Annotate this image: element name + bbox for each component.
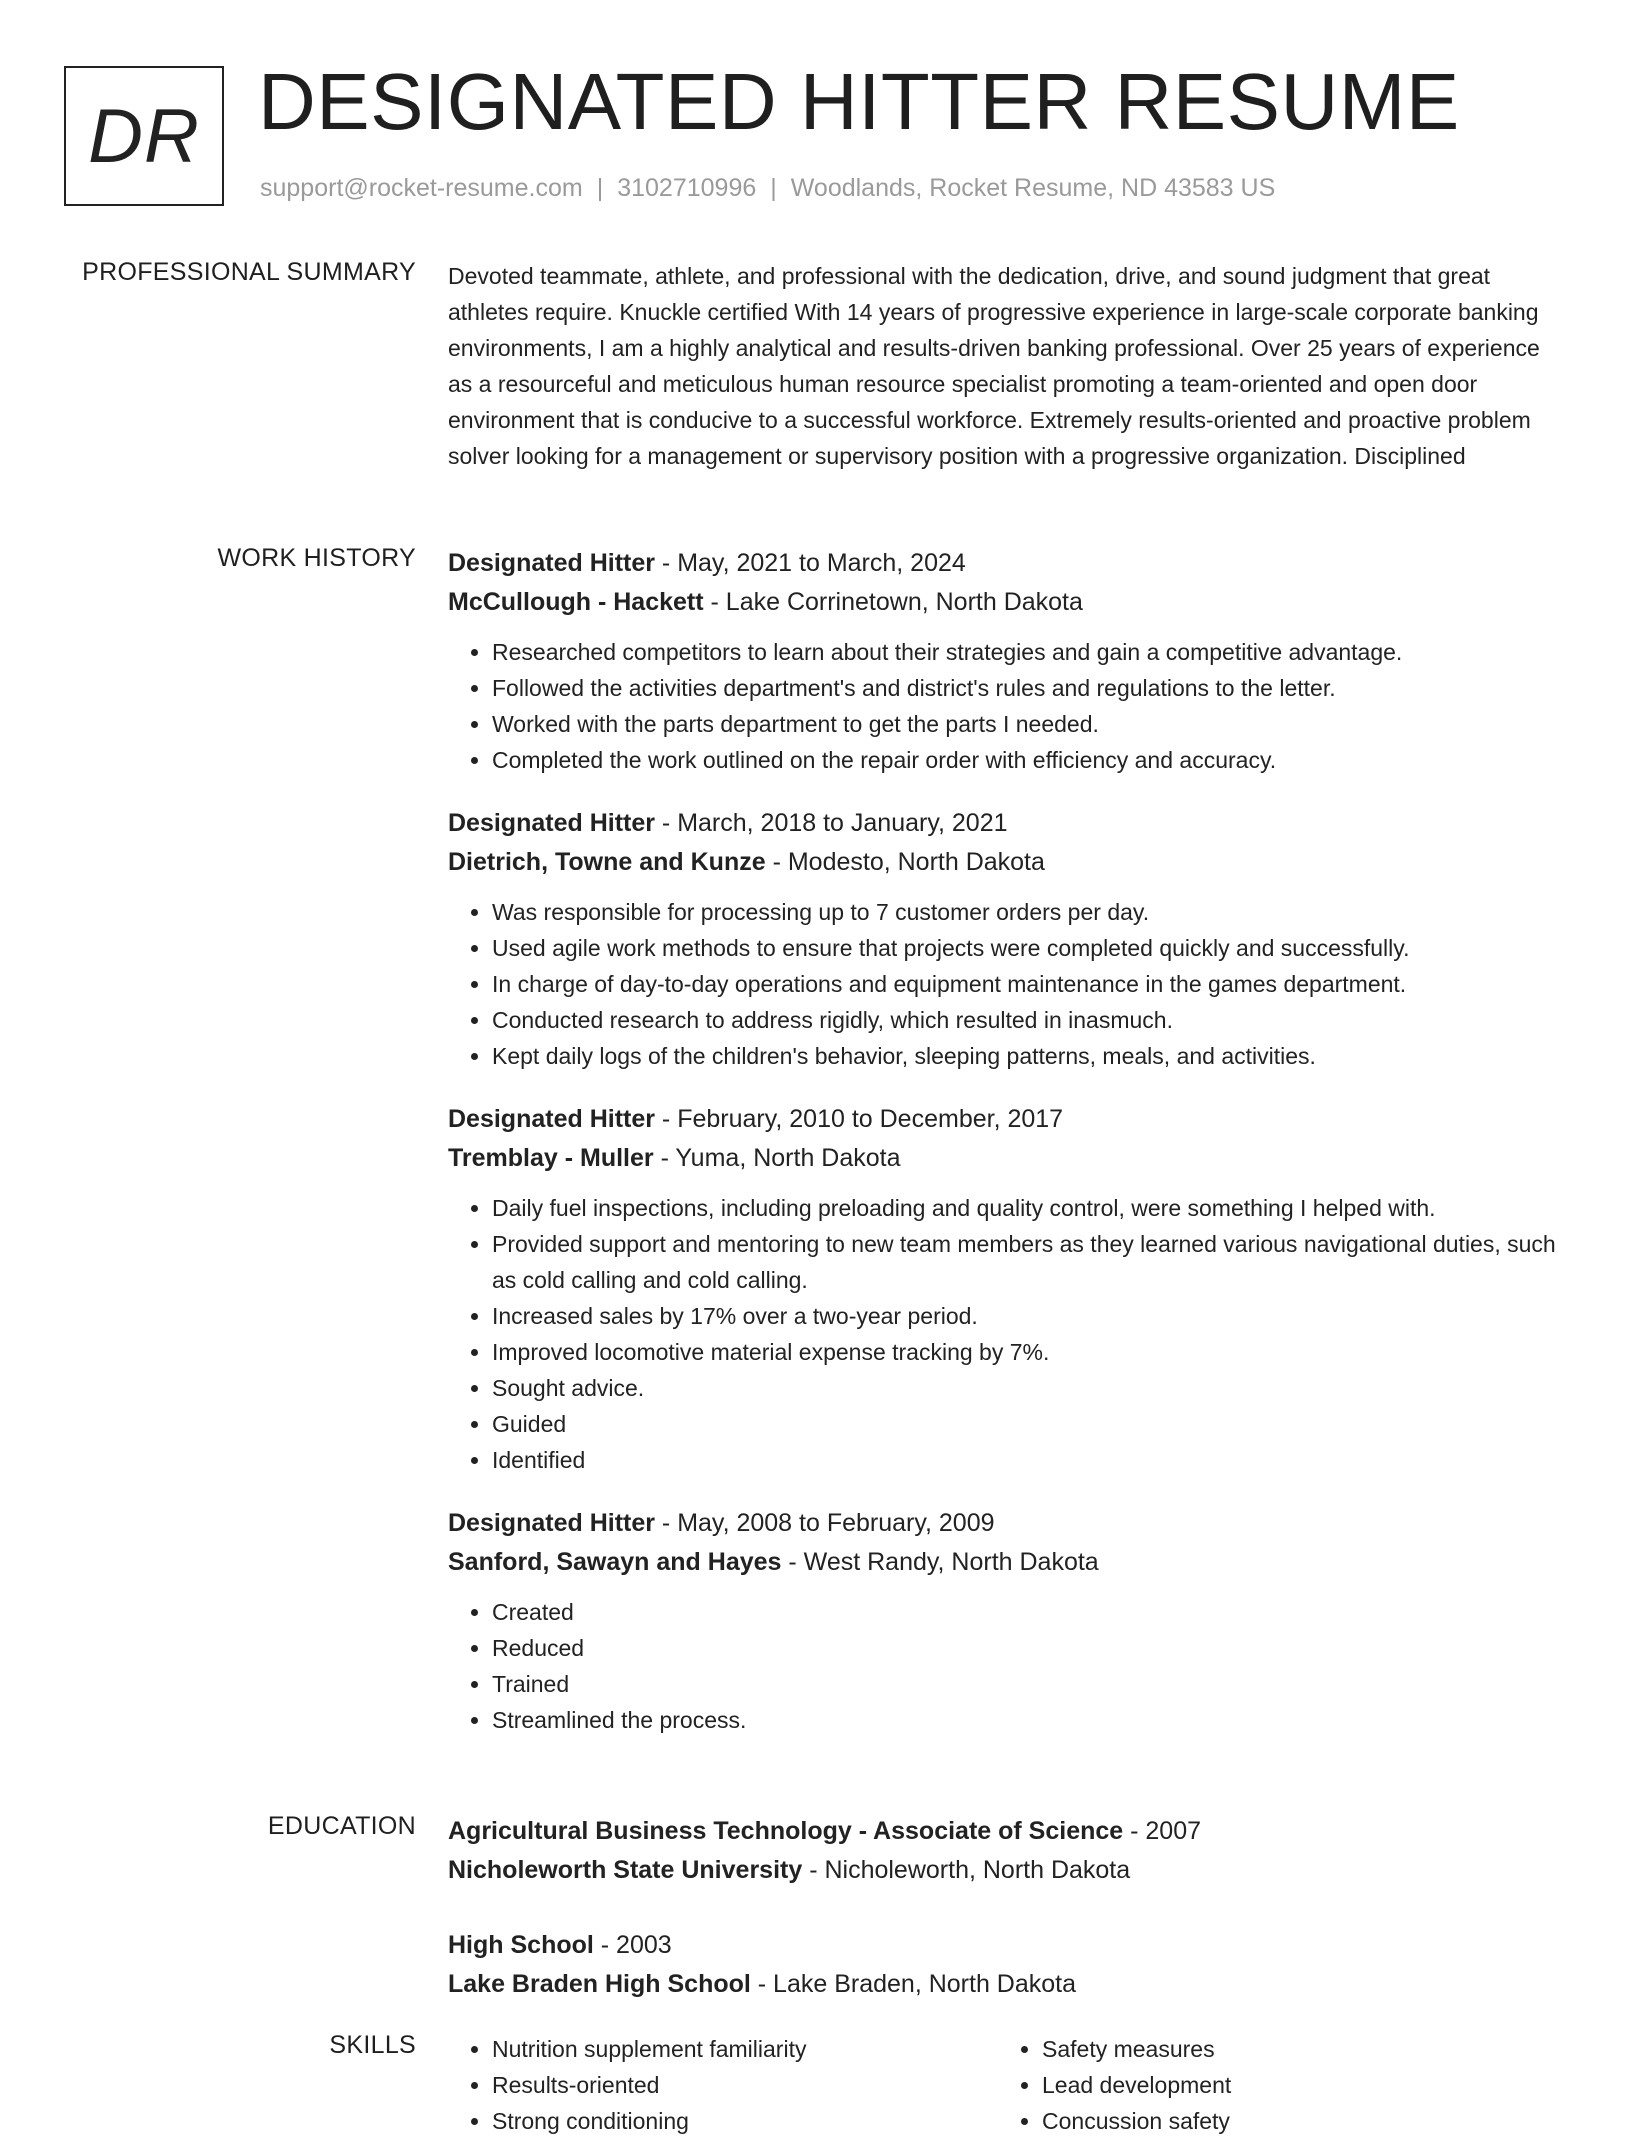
- job-company: Dietrich, Towne and Kunze: [448, 848, 766, 876]
- skill-item: • Lead development: [1042, 2067, 1548, 2103]
- job-dates: - May, 2008 to February, 2009: [654, 1509, 995, 1537]
- job-location: - Lake Corrinetown, North Dakota: [703, 588, 1083, 616]
- education-heading: EDUCATION: [267, 1812, 416, 1840]
- skill-item: • Nutrition supplement familiarity: [492, 2031, 998, 2067]
- job-role: Designated Hitter: [448, 1105, 655, 1133]
- education-location: - Lake Braden, North Dakota: [750, 1970, 1077, 1998]
- education-school: Nicholeworth State University: [448, 1856, 803, 1884]
- job-bullets: [448, 1190, 1558, 1478]
- resume-title: DESIGNATED HITTER RESUME: [258, 57, 1460, 146]
- job-role: Designated Hitter: [448, 549, 655, 577]
- skills-column-2: [998, 2031, 1548, 2139]
- job-bullet: • In charge of day-to-day operations and equipment maintenance in the games department.: [492, 966, 1558, 1002]
- job-bullet: • Followed the activities department's and district's rules and regulations to the letter.: [492, 670, 1558, 706]
- job-entry: [448, 544, 1558, 778]
- contact-separator: |: [596, 174, 604, 202]
- job-company: McCullough - Hackett: [448, 588, 704, 616]
- job-bullet: • Used agile work methods to ensure that projects were completed quickly and successfully.: [492, 930, 1558, 966]
- job-bullet: • Improved locomotive material expense tracking by 7%.: [492, 1334, 1558, 1370]
- contact-phone[interactable]: 3102710996: [617, 174, 757, 202]
- job-location: - Yuma, North Dakota: [653, 1144, 901, 1172]
- job-company: Tremblay - Muller: [448, 1144, 654, 1172]
- job-bullets: [448, 634, 1558, 778]
- job-bullet: • Guided: [492, 1406, 1558, 1442]
- contact-email[interactable]: support@rocket-resume.com: [260, 174, 583, 202]
- job-bullet: • Sought advice.: [492, 1370, 1558, 1406]
- job-company: Sanford, Sawayn and Hayes: [448, 1548, 782, 1576]
- job-role: Designated Hitter: [448, 1509, 655, 1537]
- job-location: - Modesto, North Dakota: [765, 848, 1045, 876]
- job-entry: [448, 1100, 1558, 1478]
- job-dates: - February, 2010 to December, 2017: [654, 1105, 1064, 1133]
- job-location: - West Randy, North Dakota: [781, 1548, 1099, 1576]
- skills-heading: SKILLS: [329, 2031, 416, 2059]
- summary-heading: PROFESSIONAL SUMMARY: [82, 258, 416, 286]
- job-bullet: • Reduced: [492, 1630, 1558, 1666]
- education-degree: High School: [448, 1931, 594, 1959]
- skill-item: • Safety measures: [1042, 2031, 1548, 2067]
- education-entry: [448, 1926, 1558, 2004]
- job-bullets: [448, 1594, 1558, 1738]
- job-bullets: [448, 894, 1558, 1074]
- job-bullet: • Kept daily logs of the children's behavior, sleeping patterns, meals, and activities.: [492, 1038, 1558, 1074]
- education-school: Lake Braden High School: [448, 1970, 751, 1998]
- education-degree: Agricultural Business Technology - Associate of Science: [448, 1817, 1124, 1845]
- skill-item: • Concussion safety: [1042, 2103, 1548, 2139]
- job-entry: [448, 1504, 1558, 1738]
- job-dates: - March, 2018 to January, 2021: [654, 809, 1008, 837]
- education-entry: [448, 1812, 1558, 1890]
- job-bullet: • Worked with the parts department to get the parts I needed.: [492, 706, 1558, 742]
- job-bullet: • Completed the work outlined on the repair order with efficiency and accuracy.: [492, 742, 1558, 778]
- skill-item: • Results-oriented: [492, 2067, 998, 2103]
- monogram-logo: DR: [64, 66, 224, 206]
- skills-column-1: [448, 2031, 998, 2139]
- job-bullet: • Researched competitors to learn about their strategies and gain a competitive advantage.: [492, 634, 1558, 670]
- job-bullet: • Trained: [492, 1666, 1558, 1702]
- job-bullet: • Identified: [492, 1442, 1558, 1478]
- job-bullet: • Daily fuel inspections, including preloading and quality control, were something I helped with.: [492, 1190, 1558, 1226]
- job-bullet: • Conducted research to address rigidly, which resulted in inasmuch.: [492, 1002, 1558, 1038]
- contact-separator: |: [770, 174, 777, 202]
- job-entry: [448, 804, 1558, 1074]
- work-history-heading: WORK HISTORY: [217, 544, 416, 572]
- job-bullet: • Was responsible for processing up to 7 customer orders per day.: [492, 894, 1558, 930]
- job-bullet: • Provided support and mentoring to new team members as they learned various navigational duties, such as cold calling and cold calling.: [492, 1226, 1558, 1298]
- job-bullet: • Created: [492, 1594, 1558, 1630]
- education-location: - Nicholeworth, North Dakota: [802, 1856, 1131, 1884]
- job-role: Designated Hitter: [448, 809, 655, 837]
- contact-line: [260, 174, 1275, 203]
- education-year: - 2003: [593, 1931, 672, 1959]
- education-year: - 2007: [1123, 1817, 1202, 1845]
- job-dates: - May, 2021 to March, 2024: [654, 549, 966, 577]
- summary-text: Devoted teammate, athlete, and professional with the dedication, drive, and sound judgment that great athletes require. Knuckle certified With 14 years of progressive experience in large-scale corporate banking environments, I am a highly analytical and results-driven banking professional. Over 25 years of experience as a resourceful and meticulous human resource specialist promoting a team-oriented and open door environment that is conducive to a successful workforce. Extremely results-oriented and proactive problem solver looking for a management or supervisory position with a progressive organization. Disciplined: [448, 263, 1540, 469]
- job-bullet: • Streamlined the process.: [492, 1702, 1558, 1738]
- skill-item: • Strong conditioning: [492, 2103, 998, 2139]
- job-bullet: • Increased sales by 17% over a two-year period.: [492, 1298, 1558, 1334]
- contact-address: Woodlands, Rocket Resume, ND 43583 US: [790, 174, 1276, 202]
